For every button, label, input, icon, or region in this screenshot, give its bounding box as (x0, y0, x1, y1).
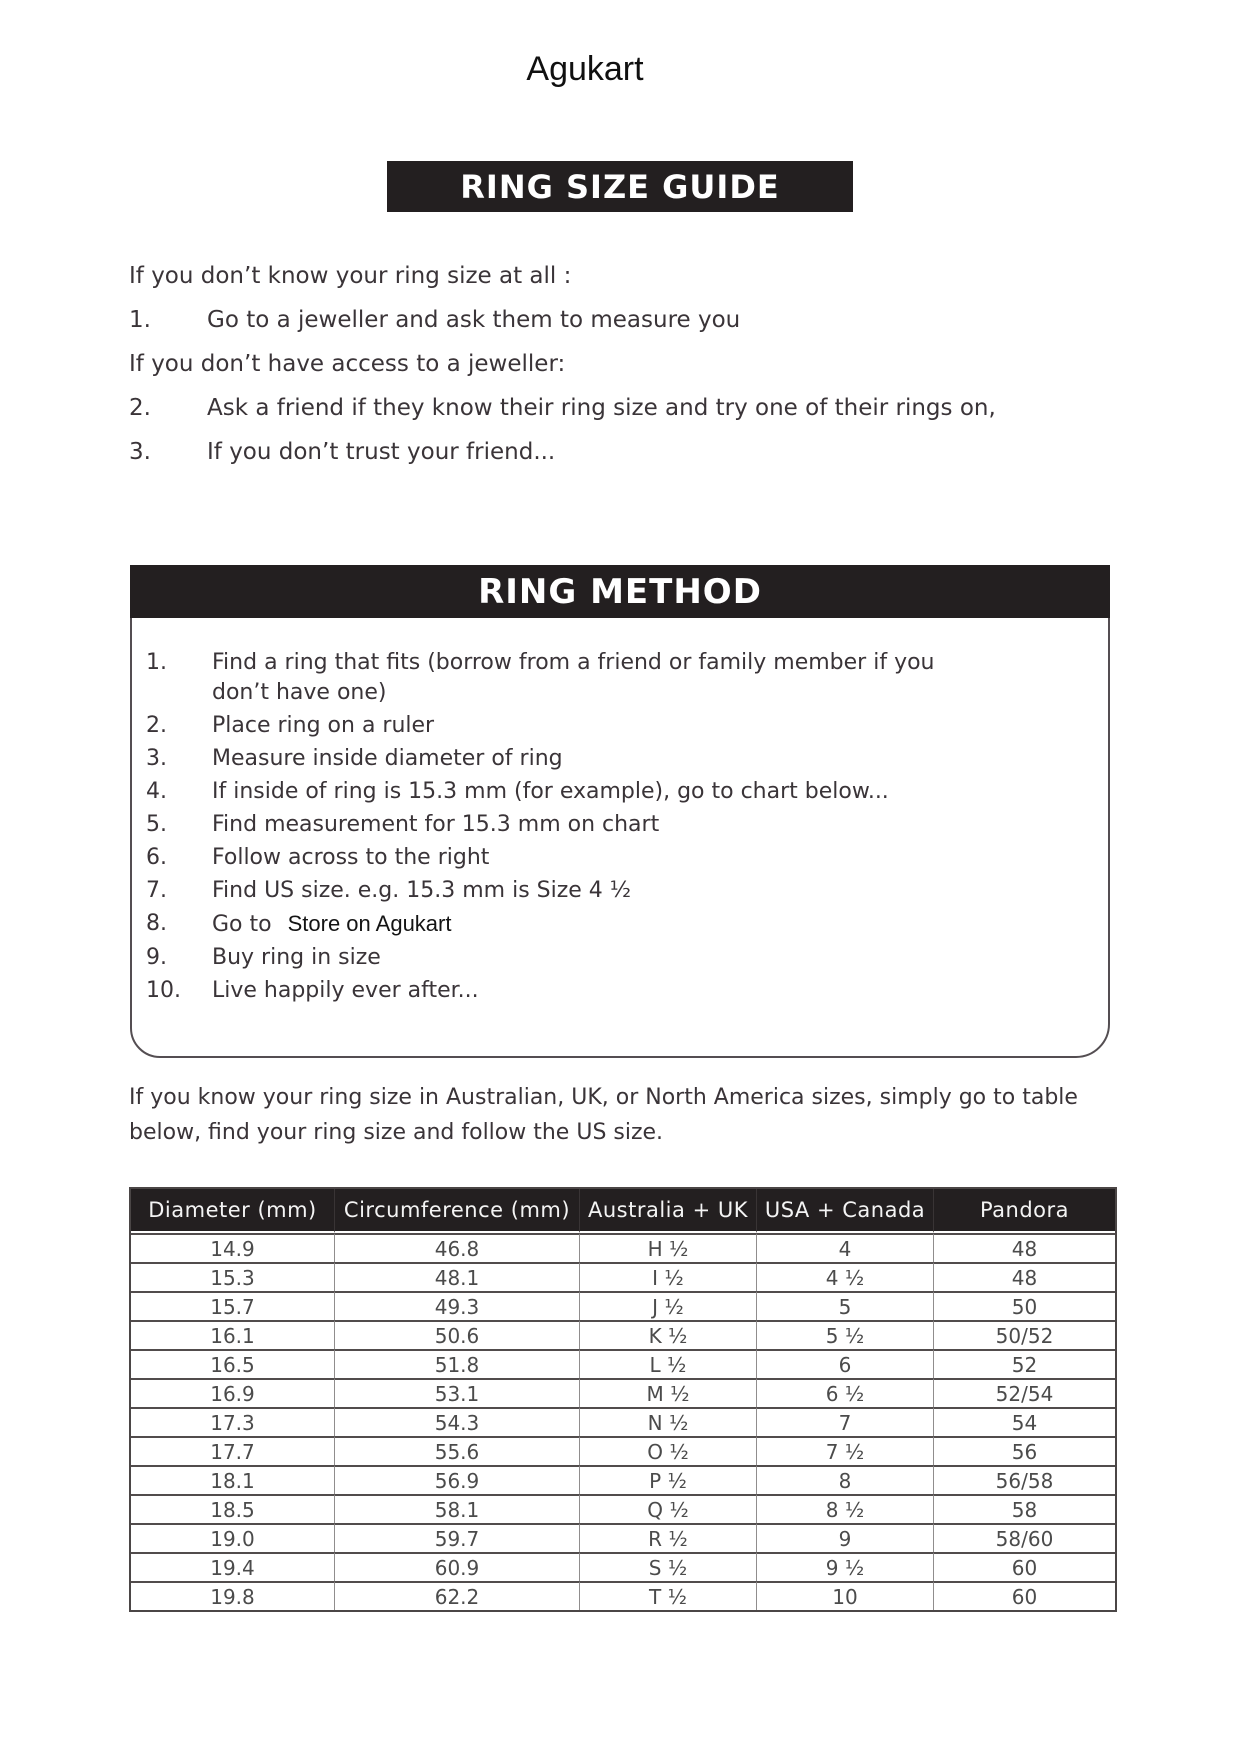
table-cell: 18.5 (131, 1494, 335, 1523)
table-cell: S ½ (580, 1552, 757, 1581)
step-text: Follow across to the right (212, 845, 490, 870)
table-cell: 56/58 (934, 1465, 1115, 1494)
brand-title: Agukart (526, 50, 644, 88)
method-step (146, 843, 1086, 873)
intro-step (129, 393, 1129, 423)
step-text: Find a ring that fits (borrow from a friend or family member if you don’t have one) (212, 650, 935, 705)
step-number: 10. (146, 978, 181, 1003)
table-cell: 6 ½ (757, 1378, 934, 1407)
ring-size-guide-banner (387, 161, 853, 212)
table-cell: 59.7 (335, 1523, 580, 1552)
method-step (146, 876, 1086, 906)
ring-size-table-body (131, 1233, 1115, 1610)
step-text: Go to Store on Agukart (212, 911, 452, 937)
column-header: Diameter (mm) (131, 1189, 335, 1233)
step-number: 3. (146, 746, 167, 771)
table-cell: 48 (934, 1233, 1115, 1262)
table-cell: 19.8 (131, 1581, 335, 1610)
table-cell: 56.9 (335, 1465, 580, 1494)
table-cell: 50/52 (934, 1320, 1115, 1349)
table-cell: 60.9 (335, 1552, 580, 1581)
table-cell: J ½ (580, 1291, 757, 1320)
intro-line (129, 349, 1129, 379)
table-row (131, 1407, 1115, 1436)
step-text: If you don’t trust your friend... (207, 439, 556, 465)
table-cell: 8 ½ (757, 1494, 934, 1523)
step-number: 2. (146, 713, 167, 738)
step-text: If inside of ring is 15.3 mm (for example), go to chart below... (212, 779, 889, 804)
table-cell: R ½ (580, 1523, 757, 1552)
table-row (131, 1436, 1115, 1465)
step-number: 1. (129, 307, 151, 333)
table-cell: M ½ (580, 1378, 757, 1407)
method-step (146, 711, 1086, 741)
step-number: 7. (146, 878, 167, 903)
table-cell: 54 (934, 1407, 1115, 1436)
column-header: Australia + UK (580, 1189, 757, 1233)
ring-method-steps (146, 648, 1086, 1006)
table-cell: N ½ (580, 1407, 757, 1436)
table-row (131, 1552, 1115, 1581)
step-number: 6. (146, 845, 167, 870)
table-cell: 16.9 (131, 1378, 335, 1407)
table-cell: 52/54 (934, 1378, 1115, 1407)
intro-step (129, 305, 1129, 335)
step-number: 4. (146, 779, 167, 804)
table-cell: 48.1 (335, 1262, 580, 1291)
step-text: Place ring on a ruler (212, 713, 435, 738)
table-cell: 15.7 (131, 1291, 335, 1320)
table-cell: P ½ (580, 1465, 757, 1494)
step-number: 5. (146, 812, 167, 837)
step-number: 2. (129, 395, 151, 421)
table-row (131, 1581, 1115, 1610)
ring-method-banner (130, 565, 1110, 618)
table-cell: 8 (757, 1465, 934, 1494)
table-cell: 5 ½ (757, 1320, 934, 1349)
table-cell: 46.8 (335, 1233, 580, 1262)
table-cell: 18.1 (131, 1465, 335, 1494)
table-cell: 58 (934, 1494, 1115, 1523)
table-cell: H ½ (580, 1233, 757, 1262)
table-cell: 48 (934, 1262, 1115, 1291)
table-cell: 60 (934, 1552, 1115, 1581)
intro-line (129, 261, 1129, 291)
table-cell: 58.1 (335, 1494, 580, 1523)
step-number: 3. (129, 439, 151, 465)
table-cell: 49.3 (335, 1291, 580, 1320)
table-cell: O ½ (580, 1436, 757, 1465)
step-text: Buy ring in size (212, 945, 381, 970)
table-cell: T ½ (580, 1581, 757, 1610)
step-number: 9. (146, 945, 167, 970)
table-cell: I ½ (580, 1262, 757, 1291)
table-cell: 7 ½ (757, 1436, 934, 1465)
table-row (131, 1320, 1115, 1349)
table-cell: 52 (934, 1349, 1115, 1378)
table-cell: 6 (757, 1349, 934, 1378)
table-row (131, 1378, 1115, 1407)
table-cell: 16.5 (131, 1349, 335, 1378)
table-cell: 51.8 (335, 1349, 580, 1378)
method-step (146, 777, 1086, 807)
ring-size-table (129, 1187, 1117, 1612)
column-header: USA + Canada (757, 1189, 934, 1233)
line-text: If you don’t have access to a jeweller: (129, 351, 566, 377)
table-cell: 17.3 (131, 1407, 335, 1436)
table-cell: 19.0 (131, 1523, 335, 1552)
table-cell: K ½ (580, 1320, 757, 1349)
ring-size-table-header (131, 1189, 1115, 1233)
table-row (131, 1465, 1115, 1494)
intro-step (129, 437, 1129, 467)
table-cell: 14.9 (131, 1233, 335, 1262)
method-step (146, 648, 1086, 708)
table-cell: 15.3 (131, 1262, 335, 1291)
table-cell: 53.1 (335, 1378, 580, 1407)
table-row (131, 1523, 1115, 1552)
header-row (131, 1189, 1115, 1233)
table-cell: 60 (934, 1581, 1115, 1610)
method-step (146, 943, 1086, 973)
column-header: Circumference (mm) (335, 1189, 580, 1233)
step-number: 1. (146, 650, 167, 675)
step-text: Go to a jeweller and ask them to measure you (207, 307, 741, 333)
method-step (146, 909, 1086, 940)
table-cell: 19.4 (131, 1552, 335, 1581)
table-cell: Q ½ (580, 1494, 757, 1523)
method-step (146, 810, 1086, 840)
column-header: Pandora (934, 1189, 1115, 1233)
ring-method-box (130, 565, 1110, 1058)
table-cell: 56 (934, 1436, 1115, 1465)
table-cell: 50 (934, 1291, 1115, 1320)
table-row (131, 1494, 1115, 1523)
step-number: 8. (146, 911, 167, 936)
table-cell: 17.7 (131, 1436, 335, 1465)
ring-method-banner-label: RING METHOD (478, 571, 762, 612)
table-cell: 10 (757, 1581, 934, 1610)
line-text: If you don’t know your ring size at all : (129, 263, 572, 289)
step-text: Live happily ever after... (212, 978, 479, 1003)
store-link[interactable]: Store on Agukart (287, 911, 452, 936)
intro-section (129, 261, 1129, 467)
table-cell: 4 ½ (757, 1262, 934, 1291)
table-cell: L ½ (580, 1349, 757, 1378)
ring-size-guide-banner-label: RING SIZE GUIDE (460, 167, 780, 206)
table-cell: 58/60 (934, 1523, 1115, 1552)
method-step (146, 744, 1086, 774)
table-intro-text: If you know your ring size in Australian, UK, or North America sizes, simply go to table below, find your ring size and follow the US size. (129, 1085, 1078, 1145)
table-cell: 7 (757, 1407, 934, 1436)
table-row (131, 1262, 1115, 1291)
table-cell: 9 ½ (757, 1552, 934, 1581)
table-cell: 62.2 (335, 1581, 580, 1610)
step-text: Measure inside diameter of ring (212, 746, 563, 771)
method-step (146, 976, 1086, 1006)
table-cell: 9 (757, 1523, 934, 1552)
table-cell: 5 (757, 1291, 934, 1320)
step-text: Find US size. e.g. 15.3 mm is Size 4 ½ (212, 878, 632, 903)
step-text: Find measurement for 15.3 mm on chart (212, 812, 660, 837)
table-row (131, 1233, 1115, 1262)
table-cell: 55.6 (335, 1436, 580, 1465)
table-row (131, 1291, 1115, 1320)
step-text: Ask a friend if they know their ring size and try one of their rings on, (207, 395, 996, 421)
table-cell: 50.6 (335, 1320, 580, 1349)
table-cell: 54.3 (335, 1407, 580, 1436)
table-cell: 4 (757, 1233, 934, 1262)
table-row (131, 1349, 1115, 1378)
table-cell: 16.1 (131, 1320, 335, 1349)
